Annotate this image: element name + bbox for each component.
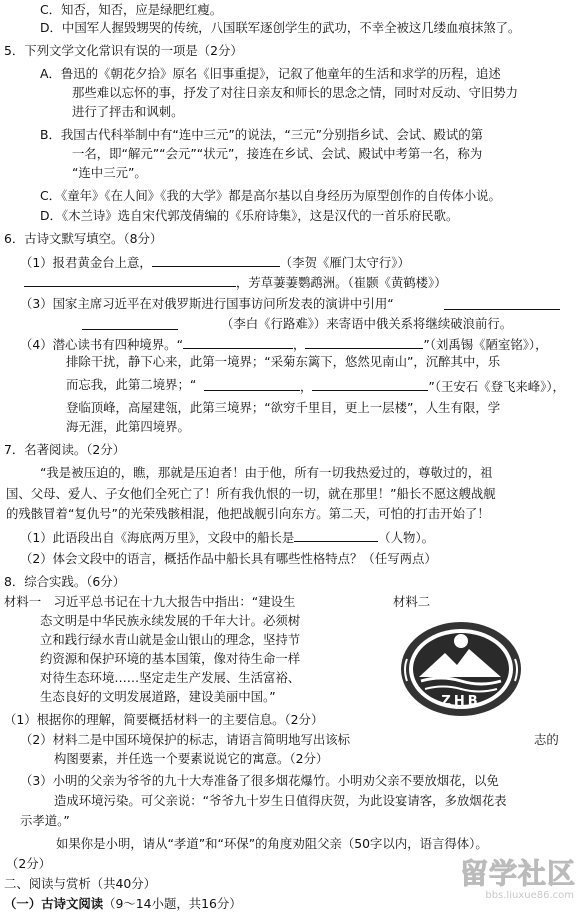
text-line: 6．古诗文默写填空。（8分） [4, 231, 163, 246]
text-line: “我是被压迫的，瞧，那就是压迫者！由于他，所有一切我热爱过的，尊敬过的，祖 [40, 465, 493, 480]
text-line: D．《木兰诗》选自宋代郭茂倩编的《乐府诗集》，这是汉代的一首乐府民歌。 [40, 208, 459, 223]
answer-blank[interactable] [183, 335, 293, 349]
site-watermark: 留学社区 bbs.liuxue86.com [459, 857, 576, 901]
text-line: D．中国军人握毁甥哭的传统，八国联军逐创学生的武功，不幸全被这几缕血痕抹煞了。 [40, 20, 521, 35]
text-line: （李白《行路难》）来寄语中俄关系将继续破浪前行。 [221, 316, 513, 331]
text-line: 志的 [534, 732, 559, 747]
text-line: 立和践行绿水青山就是金山银山的理念，坚持节 [40, 632, 301, 647]
text-line: C．知否，知否，应是绿肥红瘦。 [40, 2, 223, 17]
answer-blank[interactable] [82, 316, 178, 330]
q6-item-2: ，芳草萋萋鹦鹉洲。（崔颢《黄鹤楼》） [20, 273, 447, 291]
answer-blank[interactable] [312, 377, 428, 391]
text-line: 二、阅读与赏析（共40分） [4, 876, 157, 891]
text-line: 一名，即“解元”“会元”“状元”，接连在乡试、会试、殿试中考第一名，称为 [72, 146, 483, 161]
text-line: （2）材料二是中国环境保护的标志，请语言简明地写出该标 [20, 732, 351, 747]
text-line: 态文明是中华民族永续发展的千年大计。必须树 [40, 613, 301, 628]
environment-protection-emblem [397, 619, 525, 719]
text-line: 而忘我，此第二境界；“ [66, 377, 197, 392]
text-line: 材料一 习近平总书记在十九大报告中指出：“建设生 [4, 594, 296, 609]
text-line: “连中三元”。 [72, 165, 147, 180]
text-line: 如果你是小明，请从“孝道”和“环保”的角度劝阻父亲（50字以内，语言得体）。 [56, 836, 488, 851]
text-line: 对待生态环境……坚定走生产发展、生活富裕、 [40, 670, 301, 685]
q6-item-1: （1）报君黄金台上意， （李贺《雁门太守行》） [20, 255, 410, 270]
answer-blank[interactable] [24, 273, 236, 287]
text-line: 国、父母、爱人、子女他们全死亡了！所有我仇恨的一切，就在那里！”船长不愿这艘战舰 [6, 486, 496, 501]
text-line: （3）国家主席习近平在对俄罗斯进行国事访问所发表的演讲中引用“ [20, 296, 394, 311]
emblem-text: ZHB [441, 694, 481, 709]
text-line: 构图要素，并任选一个要素说说它的寓意。（2分） [54, 751, 329, 766]
answer-blank[interactable] [152, 253, 280, 267]
q6-item-4: （4）潜心读书有四种境界。“ ， ”（刘禹锡《陋室铭》）， [20, 337, 548, 352]
answer-blank[interactable] [204, 377, 300, 391]
text-line: （1）根据你的理解，简要概括材料一的主要信息。（2分） [4, 712, 324, 727]
answer-blank[interactable] [294, 528, 378, 542]
text-line: 那些难以忘怀的事，抒发了对往日亲友和师长的思念之情，同时对反动、守旧势力 [72, 85, 519, 100]
text-line: 造成环境污染。可父亲说：“爷爷九十岁生日值得庆贺，为此设宴请客，多放烟花表 [54, 793, 507, 808]
answer-blank[interactable] [305, 335, 423, 349]
text-line: 的残骸冒着“复仇号”的光荣残骸相混，他把战舰引向东方。第二天，可怕的打击开始了！ [6, 506, 490, 521]
text-line: 进行了抨击和讽刺。 [72, 104, 184, 119]
text-line: 7．名著阅读。（2分） [4, 442, 126, 457]
text-line: 生态良好的文明发展道路，建设美丽中国。” [40, 689, 276, 704]
text-line: （2）体会文段中的语言，概括作品中船长具有哪些性格特点？（任写两点） [20, 551, 437, 566]
text-line: A．鲁迅的《朝花夕拾》原名《旧事重提》，记叙了他童年的生活和求学的历程，追述 [40, 66, 501, 81]
q6-item-3-blank-b [82, 316, 178, 334]
answer-blank[interactable] [444, 296, 560, 310]
text-line: 8．综合实践。（6分） [4, 574, 126, 589]
sun-icon [454, 634, 468, 648]
q6-item-4-line3: ， ”（王安石《登飞来峰》）， [204, 377, 565, 395]
text-line: （3）小明的父亲为爷爷的九十大寿准备了很多烟花爆竹。小明劝父亲不要放烟花，以免 [20, 773, 499, 788]
text-line: B．我国古代科举制中有“连中三元”的说法，“三元”分别指乡试、会试、殿试的第 [40, 127, 484, 142]
text-line: （2分） [6, 856, 52, 871]
q7-sub-1: （1）此语段出自《海底两万里》，文段中的船长是 （人物）。 [20, 530, 435, 545]
text-line: 示孝道。” [20, 813, 70, 828]
q6-item-3-blank-a [444, 296, 560, 314]
text-line: 5．下列文学文化常识有误的一项是（2分） [4, 43, 243, 58]
text-line: C．《童年》《在人间》《我的大学》都是高尔基以自身经历为原型创作的自传体小说。 [40, 188, 501, 203]
text-line: 排除干扰，静下心来，此第一境界；“采菊东篱下，悠然见南山”，沉醉其中，乐 [66, 354, 501, 369]
text-line: 约资源和保护环境的基本国策，像对待生命一样 [40, 651, 301, 666]
text-line: 登临顶峰，高屋建瓴，此第三境界；“欲穷千里目，更上一层楼”，人生有限，学 [66, 400, 501, 415]
text-line: 海无涯，此第四境界。 [66, 419, 190, 434]
section-heading: （一）古诗文阅读（9～14小题，共16分） [4, 896, 242, 911]
material2-label: 材料二 [393, 594, 431, 609]
